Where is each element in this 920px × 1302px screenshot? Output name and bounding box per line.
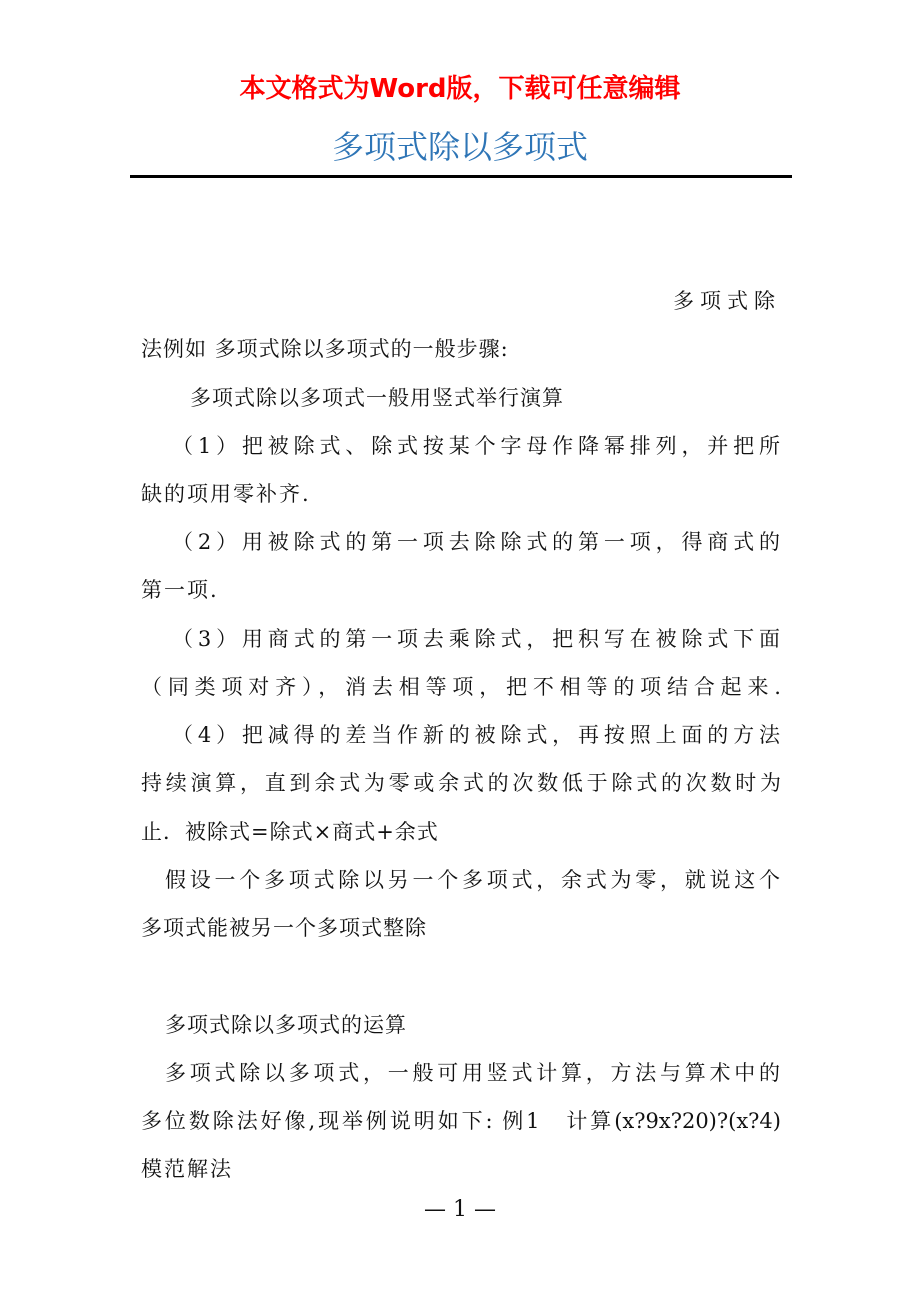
page-number: — 1 — bbox=[424, 1197, 496, 1222]
paragraph-line: 缺的项用零补齐. bbox=[141, 482, 311, 506]
paragraph-line: 法例如 多项式除以多项式的一般步骤: bbox=[141, 337, 509, 361]
paragraph-line: （2）用被除式的第一项去除除式的第一项，得商式的 bbox=[172, 530, 780, 554]
section-heading: 多项式除以多项式的运算 bbox=[165, 1013, 407, 1037]
paragraph-line: 多项式除 bbox=[673, 289, 781, 313]
paragraph-line: 多项式能被另一个多项式整除 bbox=[141, 916, 427, 940]
download-banner: 本文格式为Word版，下载可任意编辑 bbox=[239, 74, 681, 104]
paragraph-line: 第一项. bbox=[141, 578, 219, 602]
paragraph-line: 假设一个多项式除以另一个多项式，余式为零，就说这个 bbox=[165, 868, 780, 892]
paragraph-line: 持续演算，直到余式为零或余式的次数低于除式的次数时为 bbox=[141, 771, 781, 795]
paragraph-line: （3）用商式的第一项去乘除式，把积写在被除式下面 bbox=[172, 627, 780, 651]
header-divider bbox=[130, 175, 792, 178]
document-title: 多项式除以多项式 bbox=[331, 128, 588, 166]
paragraph-line: （1）把被除式、除式按某个字母作降幂排列，并把所 bbox=[172, 434, 780, 458]
paragraph-line: 模范解法 bbox=[141, 1157, 233, 1181]
paragraph-line: 止．被除式=除式×商式+余式 bbox=[141, 820, 439, 844]
paragraph-line: （4）把减得的差当作新的被除式，再按照上面的方法 bbox=[172, 723, 780, 747]
paragraph-line: （同类项对齐），消去相等项，把不相等的项结合起来. bbox=[141, 675, 781, 699]
paragraph-line: 多项式除以多项式一般用竖式举行演算 bbox=[190, 386, 564, 410]
paragraph-line: 多位数除法好像,现举例说明如下: 例1 计算(x?9x?20)?(x?4) bbox=[141, 1109, 781, 1133]
paragraph-line: 多项式除以多项式，一般可用竖式计算，方法与算术中的 bbox=[165, 1061, 780, 1085]
